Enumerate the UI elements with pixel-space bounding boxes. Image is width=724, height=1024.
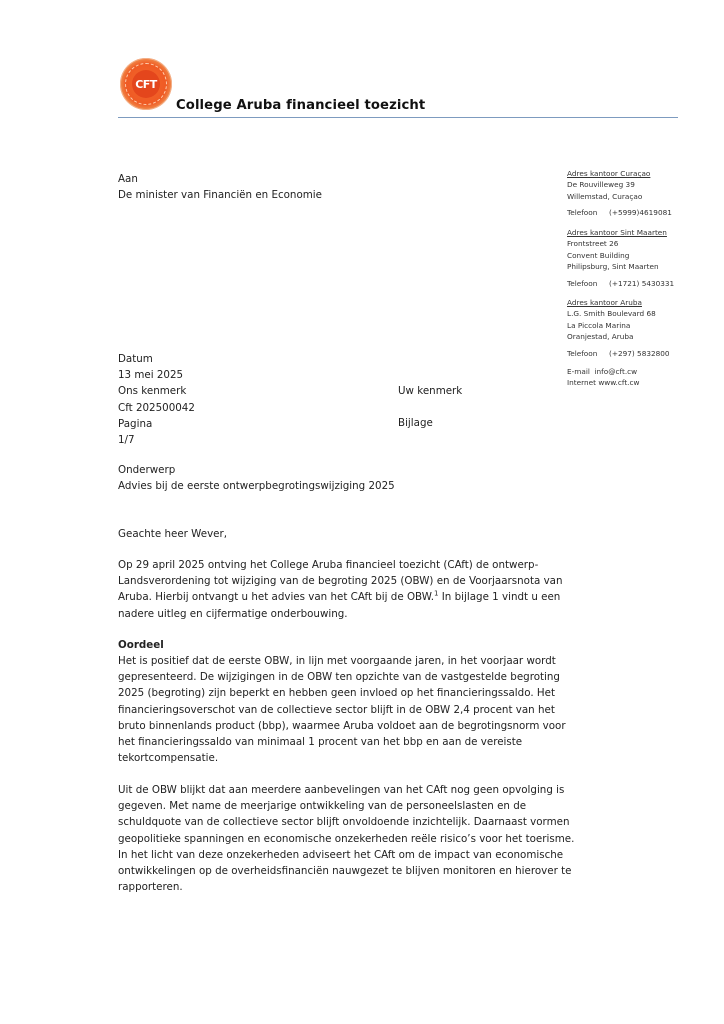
paragraph-line: In het licht van deze onzekerheden adviseert het CAft om de impact van economische (118, 848, 564, 861)
office-title: Adres kantoor Aruba (567, 298, 642, 307)
paragraph-line (118, 589, 693, 605)
email-label: E-mail (567, 367, 590, 376)
header-divider (118, 117, 678, 118)
subject-label: Onderwerp (118, 464, 176, 476)
contact-block (567, 366, 639, 389)
addressee-label: Aan (118, 173, 138, 185)
paragraph-line: bruto binnenlands product (bbp), waarmee Aruba voldoet aan de begrotingsnorm voor (118, 719, 566, 732)
attachment-label: Bijlage (398, 417, 433, 429)
phone-label: Telefoon (567, 278, 598, 288)
phone-label: Telefoon (567, 208, 598, 218)
paragraph-line: ontwikkelingen op de overheidsfinanciën nauwgezet te blijven monitoren en hierover te (118, 865, 572, 878)
office-title: Adres kantoor Curaçao (567, 169, 651, 178)
office-address-line: La Piccola Marina (567, 320, 631, 330)
paragraph-line: Op 29 april 2025 ontving het College Aruba financieel toezicht (CAft) de ontwerp- (118, 559, 539, 571)
office-address-line: Convent Building (567, 250, 630, 260)
paragraph-line-text: In bijlage 1 vindt u een (438, 591, 561, 604)
office-address-line: Willemstad, Curaçao (567, 191, 643, 201)
email-link[interactable]: info@cft.cw (594, 367, 638, 376)
internet-line (567, 377, 639, 388)
website-link[interactable]: www.cft.cw (598, 378, 640, 388)
office-title: Adres kantoor Sint Maarten (567, 228, 667, 237)
oordeel-paragraph-1 (118, 653, 693, 766)
section-heading-oordeel: Oordeel (118, 639, 164, 651)
addressee-block (118, 171, 322, 203)
paragraph-line: schuldquote van de collectieve sector blijft onvoldoende inzichtelijk. Daarnaast vormen (118, 816, 570, 829)
phone-number: (+5999)4619081 (609, 208, 672, 218)
subject-block (118, 462, 395, 494)
office-address-line: L.G. Smith Boulevard 68 (567, 309, 656, 319)
phone-number: (+297) 5832800 (609, 348, 670, 358)
phone-label: Telefoon (567, 348, 598, 358)
cft-logo (120, 58, 172, 110)
paragraph-line: rapporteren. (118, 881, 183, 894)
date-value: 13 mei 2025 (118, 369, 184, 382)
addressee-recipient: De minister van Financiën en Economie (118, 189, 322, 202)
oordeel-paragraph-2 (118, 782, 693, 895)
office-address-line: De Rouvilleweg 39 (567, 180, 635, 190)
email-line (567, 366, 639, 377)
our-reference-label: Ons kenmerk (118, 385, 187, 398)
office-phone (567, 278, 674, 289)
office-curacao (567, 168, 672, 219)
paragraph-line: geopolitieke spanningen en economische onzekerheden reële risico’s voor het toerisme. (118, 832, 575, 845)
office-phone (567, 348, 670, 359)
organization-name: College Aruba financieel toezicht (176, 98, 426, 113)
office-address-line: Frontstreet 26 (567, 239, 619, 249)
date-label: Datum (118, 353, 153, 365)
subject-text: Advies bij de eerste ontwerpbegrotingswijziging 2025 (118, 480, 395, 493)
office-phone (567, 207, 672, 218)
page-value: 1/7 (118, 434, 135, 447)
paragraph-line-text: Aruba. Hierbij ontvangt u het advies van het CAft bij de OBW. (118, 591, 435, 604)
paragraph-line: gepresenteerd. De wijzigingen in de OBW ten opzichte van de vastgestelde begroting (118, 671, 560, 684)
paragraph-line: het financieringssaldo van minimaal 1 procent van het bbp en aan de vereiste (118, 736, 523, 749)
paragraph-line: nadere uitleg en cijfermatige onderbouwing. (118, 607, 348, 620)
your-reference-label: Uw kenmerk (398, 385, 463, 397)
paragraph-line: financieringsoverschot van de collectieve sector blijft in de OBW 2,4 procent van het (118, 703, 555, 716)
office-address-line: Oranjestad, Aruba (567, 332, 634, 342)
footnote-reference[interactable]: 1 (434, 589, 439, 598)
internet-label: Internet (567, 378, 596, 388)
phone-number: (+1721) 5430331 (609, 278, 675, 288)
logo-text: CFT (132, 70, 160, 98)
paragraph-line: Het is positief dat de eerste OBW, in lijn met voorgaande jaren, in het voorjaar wordt (118, 655, 556, 667)
paragraph-line: Landsverordening tot wijziging van de begroting 2025 (OBW) en de Voorjaarsnota van (118, 575, 563, 588)
paragraph-line: 2025 (begroting) zijn beperkt en hebben geen invloed op het financieringssaldo. Het (118, 687, 555, 700)
office-address-line: Philipsburg, Sint Maarten (567, 262, 659, 272)
paragraph-line: Uit de OBW blijkt dat aan meerdere aanbevelingen van het CAft nog geen opvolging is (118, 784, 565, 796)
office-sint-maarten (567, 227, 674, 289)
office-aruba (567, 297, 670, 359)
paragraph-line: gegeven. Met name de meerjarige ontwikkeling van de personeelslasten en de (118, 800, 527, 813)
paragraph-line: tekortcompensatie. (118, 752, 219, 765)
page-label: Pagina (118, 417, 153, 430)
letter-meta (118, 351, 195, 448)
our-reference-value: Cft 202500042 (118, 401, 195, 414)
salutation: Geachte heer Wever, (118, 528, 228, 540)
intro-paragraph (118, 557, 693, 622)
